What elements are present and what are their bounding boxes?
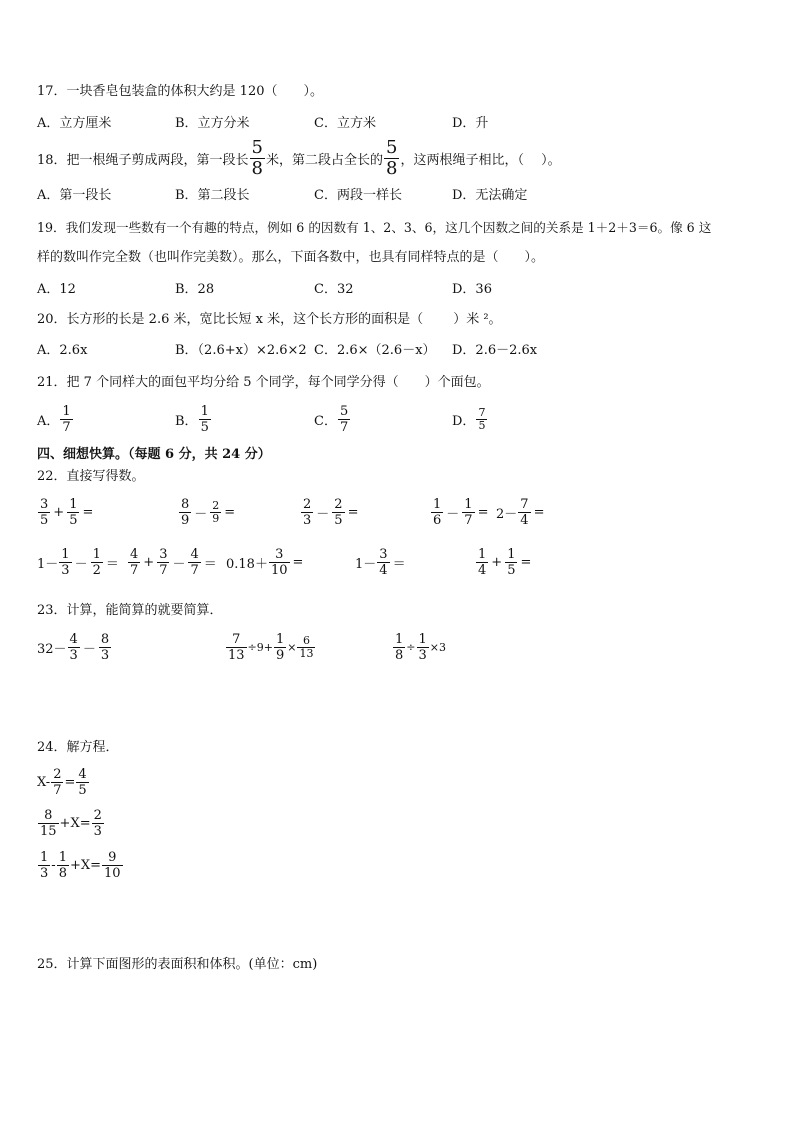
equals-sign: ＝ <box>105 556 119 572</box>
q19-stem-line-1: 19．我们发现一些数有一个有趣的特点，例如 6 的因数有 1、2、3、6，这几个因数之间的关系是 1＋2＋3＝6。像 6 这 <box>37 220 712 235</box>
numerator: 1 <box>433 496 442 512</box>
numerator: 7 <box>478 405 486 419</box>
equals-sign: = <box>64 774 76 790</box>
denominator: 5 <box>334 512 343 528</box>
operator: + <box>53 504 65 520</box>
fraction <box>188 547 200 578</box>
numerator: 1 <box>40 849 49 865</box>
q17-stem: 17．一块香皂包装盒的体积大约是 120（ ）。 <box>37 84 323 99</box>
fraction <box>377 547 389 578</box>
option-fraction <box>476 407 487 432</box>
fraction <box>462 497 474 528</box>
q19-option-d: D．36 <box>452 282 492 297</box>
q21-option-d <box>452 402 488 436</box>
numerator: 9 <box>108 849 117 865</box>
fraction <box>269 547 290 578</box>
numerator: 2 <box>93 807 102 823</box>
q21-option-c <box>314 402 351 436</box>
fraction <box>157 547 169 578</box>
equals-sign: ＝ <box>392 556 406 572</box>
denominator: 5 <box>69 512 78 528</box>
q20-option-c: C．2.6×（2.6－x） <box>314 343 436 358</box>
numerator: 1 <box>275 631 285 647</box>
q18-stem-part-1: 18．把一根绳子剪成两段，第一段长 <box>37 152 249 168</box>
q23-expr-2 <box>225 630 316 664</box>
operator: ÷ <box>406 640 416 654</box>
fraction <box>38 850 50 881</box>
equals-sign: = <box>477 504 489 520</box>
q25-stem: 25．计算下面图形的表面积和体积。(单位：cm) <box>37 957 318 972</box>
numerator: 1 <box>69 496 78 512</box>
denominator: 7 <box>190 562 199 578</box>
denominator: 13 <box>228 647 245 663</box>
denominator: 3 <box>69 647 78 663</box>
q24-equation-3 <box>37 848 124 882</box>
operator: × <box>287 640 297 654</box>
q17-option-b: B．立方分米 <box>175 116 250 131</box>
fraction <box>301 497 313 528</box>
q22-expr-7 <box>127 545 219 579</box>
denominator: 2 <box>92 562 101 578</box>
fraction <box>92 808 104 839</box>
operator: + <box>491 554 503 570</box>
expression-prefix: 1－ <box>37 556 59 572</box>
expression-suffix: ×3 <box>429 640 446 654</box>
q18-fraction-2 <box>384 138 399 179</box>
fraction <box>99 632 111 663</box>
q22-expr-6 <box>37 545 121 579</box>
operator: - <box>51 857 56 873</box>
operator: ÷9+ <box>247 640 273 654</box>
numerator: 4 <box>130 546 139 562</box>
q22-expr-2 <box>178 495 237 529</box>
option-label: D． <box>452 413 476 429</box>
fraction <box>518 497 530 528</box>
operator: + <box>143 554 155 570</box>
fraction <box>505 547 517 578</box>
q18-option-a: A．第一段长 <box>37 188 112 203</box>
q22-expr-8 <box>226 545 305 579</box>
equals-sign: = <box>347 504 359 520</box>
q21-option-b <box>175 402 212 436</box>
fraction <box>59 547 71 578</box>
equals-sign: = <box>224 504 236 520</box>
fraction <box>76 767 88 798</box>
fraction <box>332 497 344 528</box>
fraction <box>128 547 140 578</box>
numerator: 3 <box>40 496 49 512</box>
q19-option-c: C．32 <box>314 282 354 297</box>
option-label: C． <box>314 413 337 429</box>
operator: － <box>172 556 186 572</box>
q20-option-d: D．2.6－2.6x <box>452 343 538 358</box>
denominator: 6 <box>433 512 442 528</box>
fraction <box>210 500 221 525</box>
denominator: 9 <box>212 511 220 525</box>
denominator: 3 <box>61 562 70 578</box>
expression-prefix: 2－ <box>496 506 518 522</box>
expression-prefix: 0.18＋ <box>226 556 268 572</box>
denominator: 10 <box>270 562 288 578</box>
fraction <box>393 632 405 663</box>
fraction <box>38 808 59 839</box>
denominator: 4 <box>520 512 529 528</box>
denominator: 3 <box>303 512 312 528</box>
denominator: 9 <box>275 647 285 663</box>
numerator: 4 <box>190 546 199 562</box>
q19-stem-line-2: 样的数叫作完全数（也叫作完美数）。那么，下面各数中，也具有同样特点的是（ ）。 <box>37 250 545 265</box>
equation-middle: +X= <box>59 815 91 831</box>
operator: － <box>446 506 460 522</box>
denominator: 15 <box>40 823 57 839</box>
q22-expr-1 <box>37 495 95 529</box>
fraction <box>68 632 80 663</box>
q24-equation-1 <box>37 765 90 799</box>
numerator: 7 <box>232 631 241 647</box>
numerator: 1 <box>62 403 71 419</box>
option-fraction <box>60 404 72 435</box>
fraction <box>57 850 69 881</box>
q20-stem: 20．长方形的长是 2.6 米，宽比长短 x 米，这个长方形的面积是（ ）米 ²。 <box>37 312 502 327</box>
denominator: 8 <box>395 647 404 663</box>
expression-prefix: 32－ <box>37 641 67 657</box>
numerator: 7 <box>520 496 529 512</box>
equals-sign: = <box>292 554 304 570</box>
fraction <box>102 850 123 881</box>
denominator: 8 <box>386 157 398 179</box>
q23-stem: 23．计算，能简算的就要简算． <box>37 603 223 618</box>
denominator: 5 <box>200 419 209 435</box>
q23-expr-1 <box>37 630 112 664</box>
operator: － <box>194 506 208 522</box>
denominator: 4 <box>379 562 388 578</box>
fraction <box>476 547 488 578</box>
fraction <box>91 547 103 578</box>
q17-option-d: D．升 <box>452 116 489 131</box>
q22-expr-5 <box>496 495 546 529</box>
expression-prefix: 1－ <box>355 556 377 572</box>
numerator: 3 <box>275 546 284 562</box>
numerator: 3 <box>159 546 168 562</box>
fraction <box>38 497 50 528</box>
q18-option-c: C．两段一样长 <box>314 188 402 203</box>
numerator: 2 <box>212 498 220 512</box>
q17-option-c: C．立方米 <box>314 116 376 131</box>
numerator: 6 <box>302 633 310 647</box>
q18-stem-part-3: ，这两根绳子相比，（ ）。 <box>400 152 561 168</box>
operator: － <box>74 556 88 572</box>
q18-option-d: D．无法确定 <box>452 188 528 203</box>
denominator: 5 <box>507 562 516 578</box>
numerator: 1 <box>478 546 487 562</box>
denominator: 7 <box>464 512 473 528</box>
denominator: 5 <box>40 512 49 528</box>
q19-option-b: B．28 <box>175 282 215 297</box>
option-fraction <box>338 404 350 435</box>
denominator: 3 <box>100 647 110 663</box>
numerator: 1 <box>200 403 209 419</box>
section-heading: 四、细想快算。（每题 6 分，共 24 分） <box>37 447 271 462</box>
denominator: 3 <box>40 865 49 881</box>
denominator: 8 <box>251 157 263 179</box>
equals-sign: ＝ <box>203 556 217 572</box>
numerator: 2 <box>334 496 343 512</box>
denominator: 7 <box>159 562 168 578</box>
numerator: 1 <box>61 546 70 562</box>
q24-stem: 24．解方程． <box>37 740 119 755</box>
q20-option-a: A．2.6x <box>37 343 88 358</box>
denominator: 7 <box>62 419 71 435</box>
equals-sign: = <box>520 554 532 570</box>
fraction <box>417 632 429 663</box>
numerator: 3 <box>379 546 388 562</box>
equals-sign: = <box>82 504 94 520</box>
denominator: 7 <box>339 419 349 435</box>
fraction <box>67 497 79 528</box>
option-fraction <box>199 404 211 435</box>
numerator: 5 <box>339 403 349 419</box>
q22-expr-4 <box>430 495 490 529</box>
q19-option-a: A．12 <box>37 282 76 297</box>
numerator: 1 <box>58 849 67 865</box>
numerator: 8 <box>44 807 53 823</box>
q21-stem: 21．把 7 个同样大的面包平均分给 5 个同学，每个同学分得（ ）个面包。 <box>37 375 490 390</box>
q22-expr-9 <box>355 545 408 579</box>
numerator: 1 <box>464 496 473 512</box>
q23-expr-3 <box>392 630 446 664</box>
fraction <box>431 497 443 528</box>
numerator: 8 <box>181 496 190 512</box>
denominator: 7 <box>53 782 62 798</box>
option-label: A． <box>37 413 60 429</box>
numerator: 8 <box>100 631 110 647</box>
numerator: 2 <box>303 496 312 512</box>
fraction <box>274 632 286 663</box>
denominator: 5 <box>78 782 87 798</box>
q18-stem-part-2: 米，第二段占全长的 <box>266 152 384 168</box>
fraction <box>179 497 191 528</box>
fraction <box>297 635 315 660</box>
q21-option-a <box>37 402 74 436</box>
denominator: 7 <box>130 562 139 578</box>
numerator: 1 <box>92 546 101 562</box>
q22-stem: 22．直接写得数。 <box>37 469 145 484</box>
equation-middle: +X= <box>69 857 102 873</box>
q22-expr-3 <box>300 495 360 529</box>
denominator: 10 <box>104 865 121 881</box>
denominator: 9 <box>181 512 190 528</box>
denominator: 5 <box>478 418 486 432</box>
q17-option-a: A．立方厘米 <box>37 116 112 131</box>
q18-fraction-1 <box>250 138 265 179</box>
denominator: 8 <box>58 865 67 881</box>
numerator: 1 <box>395 631 404 647</box>
operator: － <box>82 641 96 657</box>
q22-expr-10 <box>475 545 533 579</box>
numerator: 2 <box>53 766 62 782</box>
numerator: 1 <box>507 546 516 562</box>
numerator: 5 <box>251 136 263 158</box>
numerator: 5 <box>386 136 398 158</box>
numerator: 4 <box>78 766 87 782</box>
q18-option-b: B．第二段长 <box>175 188 250 203</box>
q24-equation-2 <box>37 806 105 840</box>
fraction <box>226 632 247 663</box>
numerator: 1 <box>418 631 427 647</box>
option-label: B． <box>175 413 198 429</box>
denominator: 13 <box>299 646 314 660</box>
q18-stem <box>37 138 561 178</box>
denominator: 4 <box>478 562 487 578</box>
denominator: 3 <box>418 647 427 663</box>
denominator: 3 <box>93 823 102 839</box>
numerator: 4 <box>69 631 78 647</box>
fraction <box>51 767 63 798</box>
equals-sign: = <box>533 504 545 520</box>
expression-prefix: X- <box>37 774 51 790</box>
q20-option-b: B．（2.6+x）×2.6×2 <box>175 343 307 358</box>
operator: － <box>316 506 330 522</box>
